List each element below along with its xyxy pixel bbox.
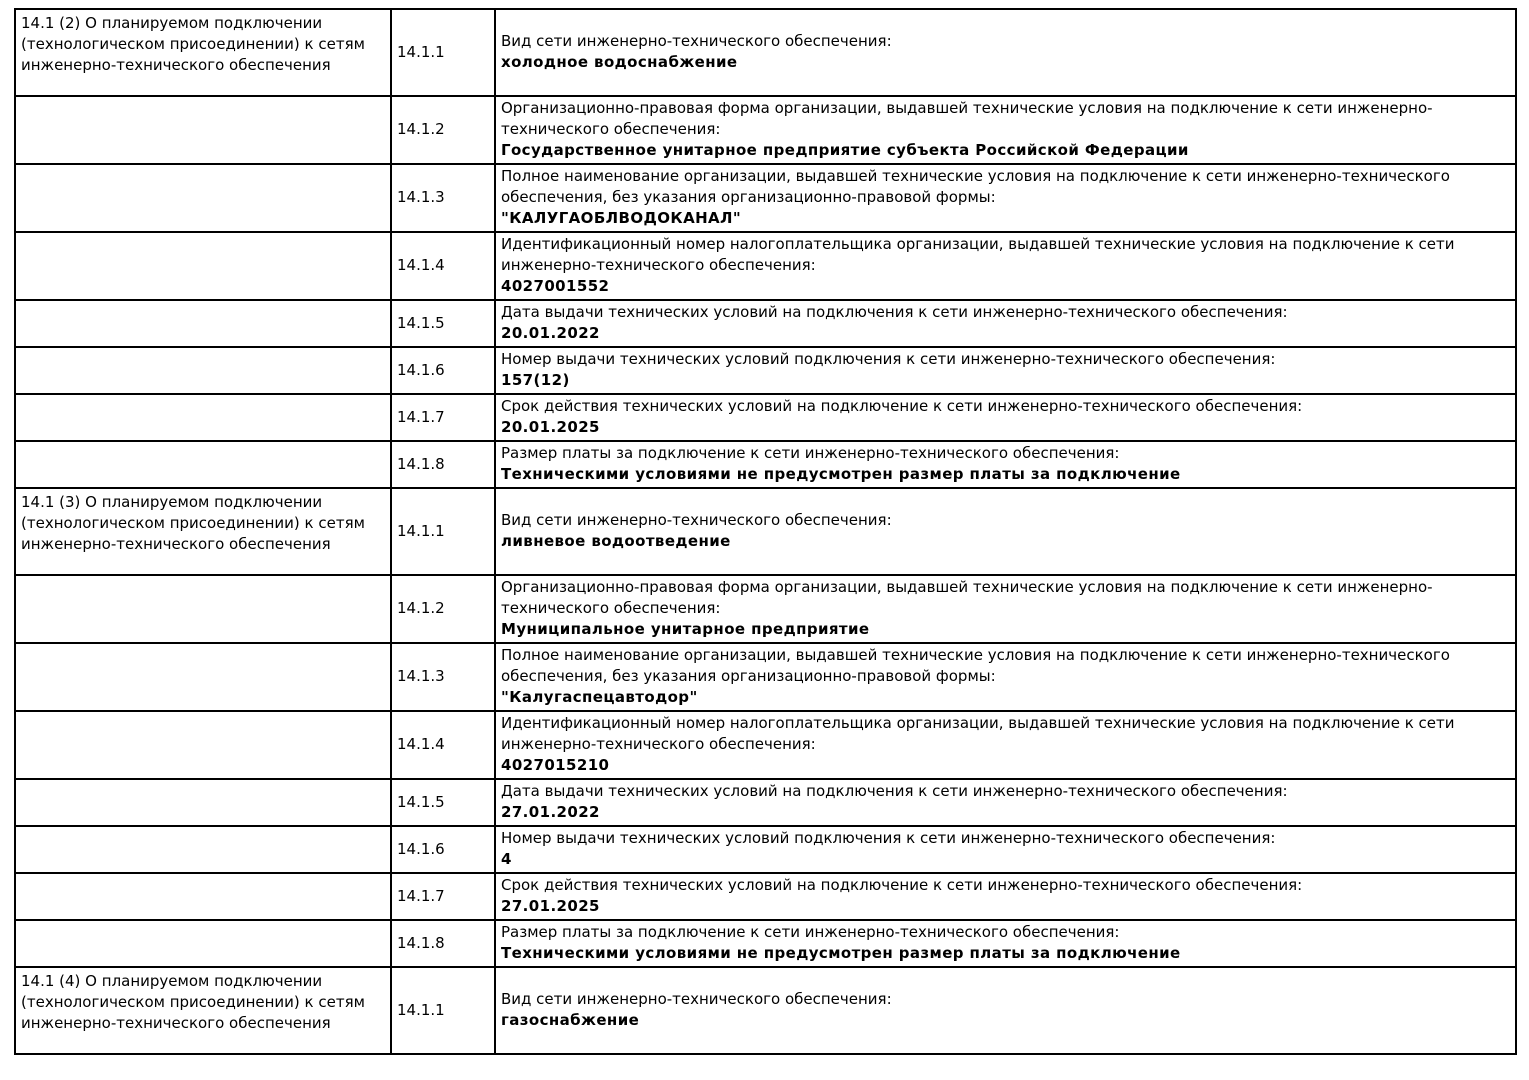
field-label: Полное наименование организации, выдавшей технические условия на подключение к сети инженерно-технического обеспечения, без указания организационно-правовой формы: (501, 167, 1450, 206)
field-label: Вид сети инженерно-технического обеспечения: (501, 990, 892, 1008)
table-row (15, 779, 1516, 826)
field-label: Срок действия технических условий на подключение к сети инженерно-технического обеспечения: (501, 876, 1303, 894)
row-number: 14.1.5 (391, 779, 495, 826)
section-title-cell (15, 441, 391, 488)
row-number: 14.1.4 (391, 711, 495, 779)
row-content (495, 394, 1516, 441)
row-content (495, 232, 1516, 300)
field-value: 4027001552 (501, 277, 610, 295)
row-number: 14.1.6 (391, 347, 495, 394)
table-row (15, 441, 1516, 488)
field-label: Срок действия технических условий на подключение к сети инженерно-технического обеспечения: (501, 397, 1303, 415)
section-title: 14.1 (3) О планируемом подключении (технологическом присоединении) к сетям инженерно-технического обеспечения (21, 493, 365, 553)
section-title-cell (15, 488, 391, 575)
table-row (15, 96, 1516, 164)
field-label: Номер выдачи технических условий подключения к сети инженерно-технического обеспечения: (501, 829, 1276, 847)
field-value: 20.01.2022 (501, 324, 600, 342)
table-row (15, 232, 1516, 300)
table-row (15, 9, 1516, 96)
field-label: Размер платы за подключение к сети инженерно-технического обеспечения: (501, 444, 1120, 462)
field-value: холодное водоснабжение (501, 53, 738, 71)
field-value: 27.01.2022 (501, 803, 600, 821)
row-number: 14.1.1 (391, 9, 495, 96)
field-label: Дата выдачи технических условий на подключения к сети инженерно-технического обеспечения: (501, 303, 1288, 321)
row-content (495, 779, 1516, 826)
section-title-cell (15, 164, 391, 232)
field-label: Номер выдачи технических условий подключения к сети инженерно-технического обеспечения: (501, 350, 1276, 368)
section-title-cell (15, 873, 391, 920)
field-value: 20.01.2025 (501, 418, 600, 436)
section-title-cell (15, 575, 391, 643)
row-number: 14.1.5 (391, 300, 495, 347)
row-number: 14.1.1 (391, 967, 495, 1054)
row-number: 14.1.6 (391, 826, 495, 873)
section-title-cell (15, 394, 391, 441)
row-number: 14.1.8 (391, 920, 495, 967)
row-content (495, 575, 1516, 643)
table-row (15, 164, 1516, 232)
table-row (15, 643, 1516, 711)
field-label: Организационно-правовая форма организации, выдавшей технические условия на подключение к сети инженерно-технического обеспечения: (501, 578, 1433, 617)
field-value: газоснабжение (501, 1011, 640, 1029)
field-value: 157(12) (501, 371, 570, 389)
row-content (495, 9, 1516, 96)
table-row (15, 394, 1516, 441)
row-content (495, 967, 1516, 1054)
table-row (15, 347, 1516, 394)
row-content (495, 873, 1516, 920)
section-title-cell (15, 300, 391, 347)
table-row (15, 873, 1516, 920)
field-value: "Калугаспецавтодор" (501, 688, 698, 706)
field-value: "КАЛУГАОБЛВОДОКАНАЛ" (501, 209, 742, 227)
field-label: Идентификационный номер налогоплательщика организации, выдавшей технические условия на подключение к сети инженерно-технического обеспечения: (501, 714, 1455, 753)
row-number: 14.1.1 (391, 488, 495, 575)
declaration-table (14, 8, 1517, 1055)
section-title-cell (15, 711, 391, 779)
table-row (15, 826, 1516, 873)
section-title-cell (15, 779, 391, 826)
row-number: 14.1.7 (391, 394, 495, 441)
row-number: 14.1.2 (391, 575, 495, 643)
row-content (495, 826, 1516, 873)
row-content (495, 96, 1516, 164)
table-row (15, 488, 1516, 575)
field-label: Вид сети инженерно-технического обеспечения: (501, 32, 892, 50)
section-title-cell (15, 826, 391, 873)
row-content (495, 300, 1516, 347)
section-title-cell (15, 96, 391, 164)
field-label: Идентификационный номер налогоплательщика организации, выдавшей технические условия на подключение к сети инженерно-технического обеспечения: (501, 235, 1455, 274)
row-content (495, 164, 1516, 232)
field-label: Организационно-правовая форма организации, выдавшей технические условия на подключение к сети инженерно-технического обеспечения: (501, 99, 1433, 138)
section-title-cell (15, 967, 391, 1054)
field-value: Техническими условиями не предусмотрен размер платы за подключение (501, 944, 1181, 962)
section-title-cell (15, 9, 391, 96)
field-value: Государственное унитарное предприятие субъекта Российской Федерации (501, 141, 1189, 159)
field-value: ливневое водоотведение (501, 532, 731, 550)
field-label: Полное наименование организации, выдавшей технические условия на подключение к сети инженерно-технического обеспечения, без указания организационно-правовой формы: (501, 646, 1450, 685)
row-number: 14.1.8 (391, 441, 495, 488)
row-content (495, 920, 1516, 967)
section-title-cell (15, 232, 391, 300)
row-number: 14.1.7 (391, 873, 495, 920)
field-value: Муниципальное унитарное предприятие (501, 620, 870, 638)
field-label: Дата выдачи технических условий на подключения к сети инженерно-технического обеспечения: (501, 782, 1288, 800)
section-title: 14.1 (4) О планируемом подключении (технологическом присоединении) к сетям инженерно-технического обеспечения (21, 972, 365, 1032)
section-title: 14.1 (2) О планируемом подключении (технологическом присоединении) к сетям инженерно-технического обеспечения (21, 14, 365, 74)
field-value: Техническими условиями не предусмотрен размер платы за подключение (501, 465, 1181, 483)
section-title-cell (15, 643, 391, 711)
row-number: 14.1.3 (391, 164, 495, 232)
row-content (495, 711, 1516, 779)
row-content (495, 441, 1516, 488)
field-value: 4 (501, 850, 512, 868)
section-title-cell (15, 920, 391, 967)
field-value: 4027015210 (501, 756, 610, 774)
field-label: Размер платы за подключение к сети инженерно-технического обеспечения: (501, 923, 1120, 941)
row-number: 14.1.4 (391, 232, 495, 300)
table-row (15, 711, 1516, 779)
row-content (495, 488, 1516, 575)
table-row (15, 575, 1516, 643)
field-label: Вид сети инженерно-технического обеспечения: (501, 511, 892, 529)
row-number: 14.1.2 (391, 96, 495, 164)
section-title-cell (15, 347, 391, 394)
row-number: 14.1.3 (391, 643, 495, 711)
row-content (495, 347, 1516, 394)
field-value: 27.01.2025 (501, 897, 600, 915)
table-row (15, 300, 1516, 347)
table-row (15, 967, 1516, 1054)
table-row (15, 920, 1516, 967)
row-content (495, 643, 1516, 711)
